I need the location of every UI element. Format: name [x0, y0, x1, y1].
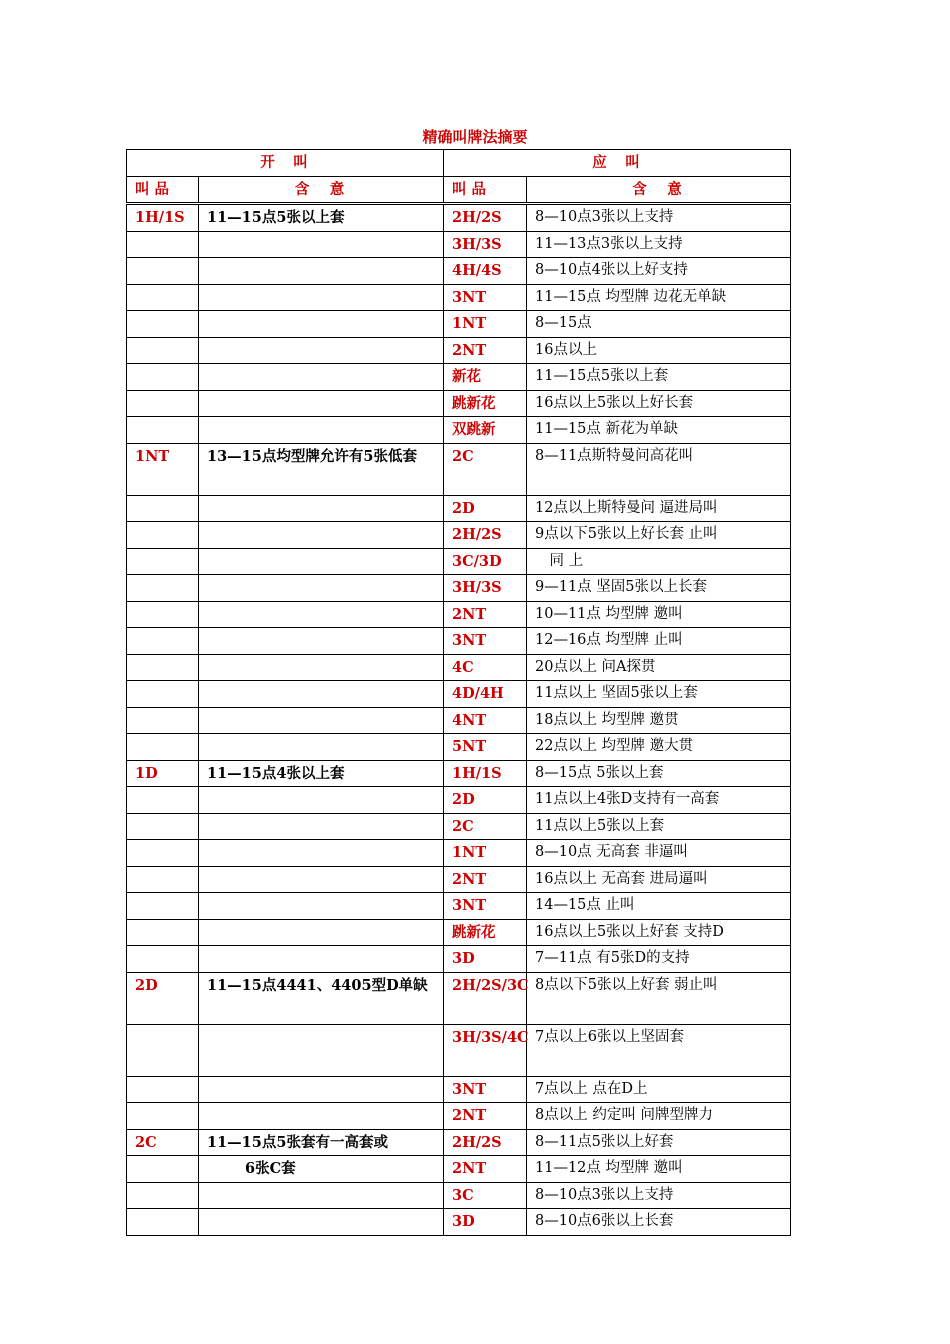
- resp-meaning-cell: 11—15点5张以上套: [527, 364, 791, 391]
- open-bid-cell: [127, 364, 199, 391]
- resp-bid-cell: 双跳新: [444, 417, 527, 444]
- resp-bid-cell: 1H/1S: [444, 760, 527, 787]
- resp-meaning-cell: 11—12点 均型牌 邀叫: [527, 1156, 791, 1183]
- open-bid-cell: [127, 548, 199, 575]
- resp-meaning-cell: 同 上: [527, 548, 791, 575]
- open-meaning-cell: [199, 548, 444, 575]
- open-meaning-cell: 13—15点均型牌允许有5张低套: [199, 443, 444, 495]
- table-row: [127, 1209, 791, 1236]
- table-row: [127, 734, 791, 761]
- opening-header: 开 叫: [127, 150, 444, 177]
- resp-bid-cell: 2NT: [444, 866, 527, 893]
- resp-bid-cell: 3C: [444, 1182, 527, 1209]
- open-meaning-cell: [199, 231, 444, 258]
- open-bid-cell: 2C: [127, 1129, 199, 1156]
- table-row: [127, 707, 791, 734]
- resp-meaning-col-header: 含 意: [527, 176, 791, 204]
- resp-bid-cell: 3NT: [444, 893, 527, 920]
- open-bid-cell: [127, 522, 199, 549]
- open-meaning-cell: [199, 946, 444, 973]
- table-row: [127, 919, 791, 946]
- table-row: [127, 681, 791, 708]
- open-bid-cell: [127, 1024, 199, 1076]
- open-bid-cell: [127, 734, 199, 761]
- open-bid-cell: [127, 311, 199, 338]
- resp-meaning-cell: 11点以上 坚固5张以上套: [527, 681, 791, 708]
- open-bid-col-header: 叫 品: [127, 176, 199, 204]
- open-meaning-cell: [199, 364, 444, 391]
- open-meaning-cell: [199, 840, 444, 867]
- open-bid-cell: [127, 840, 199, 867]
- open-meaning-cell: [199, 628, 444, 655]
- resp-bid-cell: 2H/2S/3C: [444, 972, 527, 1024]
- resp-bid-cell: 3D: [444, 1209, 527, 1236]
- resp-meaning-cell: 14—15点 止叫: [527, 893, 791, 920]
- table-row: [127, 231, 791, 258]
- resp-meaning-cell: 7—11点 有5张D的支持: [527, 946, 791, 973]
- resp-meaning-cell: 8—10点 无高套 非逼叫: [527, 840, 791, 867]
- resp-bid-cell: 2H/2S: [444, 522, 527, 549]
- table-row: [127, 946, 791, 973]
- resp-meaning-cell: 8点以下5张以上好套 弱止叫: [527, 972, 791, 1024]
- open-bid-cell: [127, 390, 199, 417]
- open-bid-cell: [127, 284, 199, 311]
- table-row: [127, 495, 791, 522]
- resp-meaning-cell: 8—10点6张以上长套: [527, 1209, 791, 1236]
- resp-meaning-cell: 11点以上4张D支持有一高套: [527, 787, 791, 814]
- resp-meaning-cell: 8—15点: [527, 311, 791, 338]
- resp-bid-cell: 2D: [444, 495, 527, 522]
- open-meaning-cell: [199, 919, 444, 946]
- open-bid-cell: 2D: [127, 972, 199, 1024]
- open-meaning-cell: [199, 575, 444, 602]
- table-row: [127, 1076, 791, 1103]
- resp-meaning-cell: 7点以上6张以上坚固套: [527, 1024, 791, 1076]
- open-bid-cell: [127, 601, 199, 628]
- page-title: 精确叫牌法摘要: [422, 128, 528, 146]
- open-meaning-cell: [199, 866, 444, 893]
- table-row: [127, 1156, 791, 1183]
- resp-meaning-cell: 8—11点5张以上好套: [527, 1129, 791, 1156]
- resp-bid-cell: 1NT: [444, 840, 527, 867]
- open-bid-cell: [127, 787, 199, 814]
- open-meaning-cell: [199, 1209, 444, 1236]
- open-meaning-cell: [199, 601, 444, 628]
- table-row: [127, 311, 791, 338]
- resp-meaning-cell: 16点以上: [527, 337, 791, 364]
- open-meaning-cell: [199, 1076, 444, 1103]
- open-bid-cell: [127, 231, 199, 258]
- resp-bid-cell: 3H/3S: [444, 231, 527, 258]
- open-bid-cell: [127, 946, 199, 973]
- resp-bid-cell: 2NT: [444, 601, 527, 628]
- table-row: [127, 972, 791, 1024]
- resp-bid-cell: 5NT: [444, 734, 527, 761]
- resp-meaning-cell: 11—15点 均型牌 边花无单缺: [527, 284, 791, 311]
- resp-bid-cell: 4H/4S: [444, 258, 527, 285]
- table-row: [127, 601, 791, 628]
- table-row: [127, 417, 791, 444]
- table-row: [127, 364, 791, 391]
- table-row: [127, 866, 791, 893]
- open-bid-cell: [127, 337, 199, 364]
- resp-meaning-cell: 8—11点斯特曼问高花叫: [527, 443, 791, 495]
- open-bid-cell: [127, 893, 199, 920]
- resp-bid-cell: 4D/4H: [444, 681, 527, 708]
- table-row: [127, 760, 791, 787]
- resp-bid-cell: 2NT: [444, 1103, 527, 1130]
- open-bid-cell: [127, 813, 199, 840]
- resp-meaning-cell: 12—16点 均型牌 止叫: [527, 628, 791, 655]
- open-meaning-cell: [199, 734, 444, 761]
- resp-bid-cell: 3H/3S: [444, 575, 527, 602]
- table-row: [127, 337, 791, 364]
- table-row: [127, 628, 791, 655]
- resp-bid-cell: 3NT: [444, 628, 527, 655]
- resp-bid-cell: 2NT: [444, 1156, 527, 1183]
- open-bid-cell: 1H/1S: [127, 204, 199, 232]
- open-meaning-cell: [199, 813, 444, 840]
- resp-bid-cell: 2C: [444, 813, 527, 840]
- open-bid-cell: [127, 681, 199, 708]
- resp-meaning-cell: 8—10点4张以上好支持: [527, 258, 791, 285]
- resp-bid-col-header: 叫 品: [444, 176, 527, 204]
- open-bid-cell: [127, 707, 199, 734]
- table-row: [127, 522, 791, 549]
- resp-meaning-cell: 22点以上 均型牌 邀大贯: [527, 734, 791, 761]
- resp-bid-cell: 2H/2S: [444, 1129, 527, 1156]
- open-meaning-cell: 11—15点4张以上套: [199, 760, 444, 787]
- open-bid-cell: 1D: [127, 760, 199, 787]
- table-row: [127, 1024, 791, 1076]
- resp-meaning-cell: 8—10点3张以上支持: [527, 204, 791, 232]
- open-meaning-col-header: 含 意: [199, 176, 444, 204]
- response-header: 应 叫: [444, 150, 791, 177]
- table-row: [127, 443, 791, 495]
- table-row: [127, 654, 791, 681]
- open-meaning-cell: [199, 654, 444, 681]
- resp-meaning-cell: 9点以下5张以上好长套 止叫: [527, 522, 791, 549]
- table-row: [127, 813, 791, 840]
- resp-bid-cell: 2D: [444, 787, 527, 814]
- open-meaning-cell: [199, 1024, 444, 1076]
- open-meaning-cell: 6张C套: [199, 1156, 444, 1183]
- resp-meaning-cell: 10—11点 均型牌 邀叫: [527, 601, 791, 628]
- open-meaning-cell: [199, 681, 444, 708]
- open-meaning-cell: 11—15点5张以上套: [199, 204, 444, 232]
- resp-bid-cell: 3NT: [444, 1076, 527, 1103]
- resp-bid-cell: 2H/2S: [444, 204, 527, 232]
- table-row: [127, 1182, 791, 1209]
- resp-meaning-cell: 7点以上 点在D上: [527, 1076, 791, 1103]
- table-row: [127, 840, 791, 867]
- resp-bid-cell: 跳新花: [444, 390, 527, 417]
- open-meaning-cell: [199, 893, 444, 920]
- table-row: [127, 787, 791, 814]
- open-bid-cell: [127, 258, 199, 285]
- resp-meaning-cell: 11点以上5张以上套: [527, 813, 791, 840]
- resp-meaning-cell: 18点以上 均型牌 邀贯: [527, 707, 791, 734]
- header-row-groups: [127, 150, 791, 177]
- table-row: [127, 1103, 791, 1130]
- table-row: [127, 390, 791, 417]
- resp-meaning-cell: 12点以上斯特曼问 逼进局叫: [527, 495, 791, 522]
- resp-meaning-cell: 8—10点3张以上支持: [527, 1182, 791, 1209]
- table-row: [127, 548, 791, 575]
- table-row: [127, 893, 791, 920]
- table-row: [127, 258, 791, 285]
- open-meaning-cell: [199, 707, 444, 734]
- resp-meaning-cell: 9—11点 坚固5张以上长套: [527, 575, 791, 602]
- open-bid-cell: [127, 654, 199, 681]
- open-bid-cell: [127, 1182, 199, 1209]
- table-row: [127, 204, 791, 232]
- open-bid-cell: [127, 495, 199, 522]
- open-bid-cell: [127, 575, 199, 602]
- open-meaning-cell: [199, 311, 444, 338]
- open-bid-cell: [127, 1076, 199, 1103]
- resp-meaning-cell: 8—15点 5张以上套: [527, 760, 791, 787]
- open-meaning-cell: 11—15点5张套有一高套或: [199, 1129, 444, 1156]
- resp-bid-cell: 4NT: [444, 707, 527, 734]
- open-meaning-cell: [199, 495, 444, 522]
- open-meaning-cell: [199, 417, 444, 444]
- resp-bid-cell: 新花: [444, 364, 527, 391]
- resp-meaning-cell: 11—15点 新花为单缺: [527, 417, 791, 444]
- resp-meaning-cell: 11—13点3张以上支持: [527, 231, 791, 258]
- open-bid-cell: [127, 866, 199, 893]
- open-meaning-cell: [199, 787, 444, 814]
- resp-bid-cell: 2C: [444, 443, 527, 495]
- open-meaning-cell: [199, 390, 444, 417]
- table-row: [127, 1129, 791, 1156]
- table-row: [127, 575, 791, 602]
- open-meaning-cell: [199, 1182, 444, 1209]
- resp-meaning-cell: 16点以上 无高套 进局逼叫: [527, 866, 791, 893]
- resp-meaning-cell: 16点以上5张以上好长套: [527, 390, 791, 417]
- header-row-columns: [127, 176, 791, 204]
- open-bid-cell: [127, 1209, 199, 1236]
- open-bid-cell: [127, 919, 199, 946]
- open-meaning-cell: [199, 284, 444, 311]
- open-bid-cell: [127, 417, 199, 444]
- open-meaning-cell: [199, 337, 444, 364]
- open-bid-cell: [127, 628, 199, 655]
- open-meaning-cell: 11—15点4441、4405型D单缺: [199, 972, 444, 1024]
- resp-bid-cell: 2NT: [444, 337, 527, 364]
- open-meaning-cell: [199, 258, 444, 285]
- resp-bid-cell: 3D: [444, 946, 527, 973]
- resp-bid-cell: 3C/3D: [444, 548, 527, 575]
- open-bid-cell: [127, 1103, 199, 1130]
- open-bid-cell: [127, 1156, 199, 1183]
- resp-meaning-cell: 16点以上5张以上好套 支持D: [527, 919, 791, 946]
- table-row: [127, 284, 791, 311]
- resp-bid-cell: 1NT: [444, 311, 527, 338]
- resp-bid-cell: 3NT: [444, 284, 527, 311]
- resp-meaning-cell: 20点以上 问A探贯: [527, 654, 791, 681]
- bidding-table: [126, 149, 791, 1236]
- open-meaning-cell: [199, 1103, 444, 1130]
- resp-meaning-cell: 8点以上 约定叫 问牌型牌力: [527, 1103, 791, 1130]
- resp-bid-cell: 跳新花: [444, 919, 527, 946]
- resp-bid-cell: 4C: [444, 654, 527, 681]
- resp-bid-cell: 3H/3S/4C: [444, 1024, 527, 1076]
- open-bid-cell: 1NT: [127, 443, 199, 495]
- open-meaning-cell: [199, 522, 444, 549]
